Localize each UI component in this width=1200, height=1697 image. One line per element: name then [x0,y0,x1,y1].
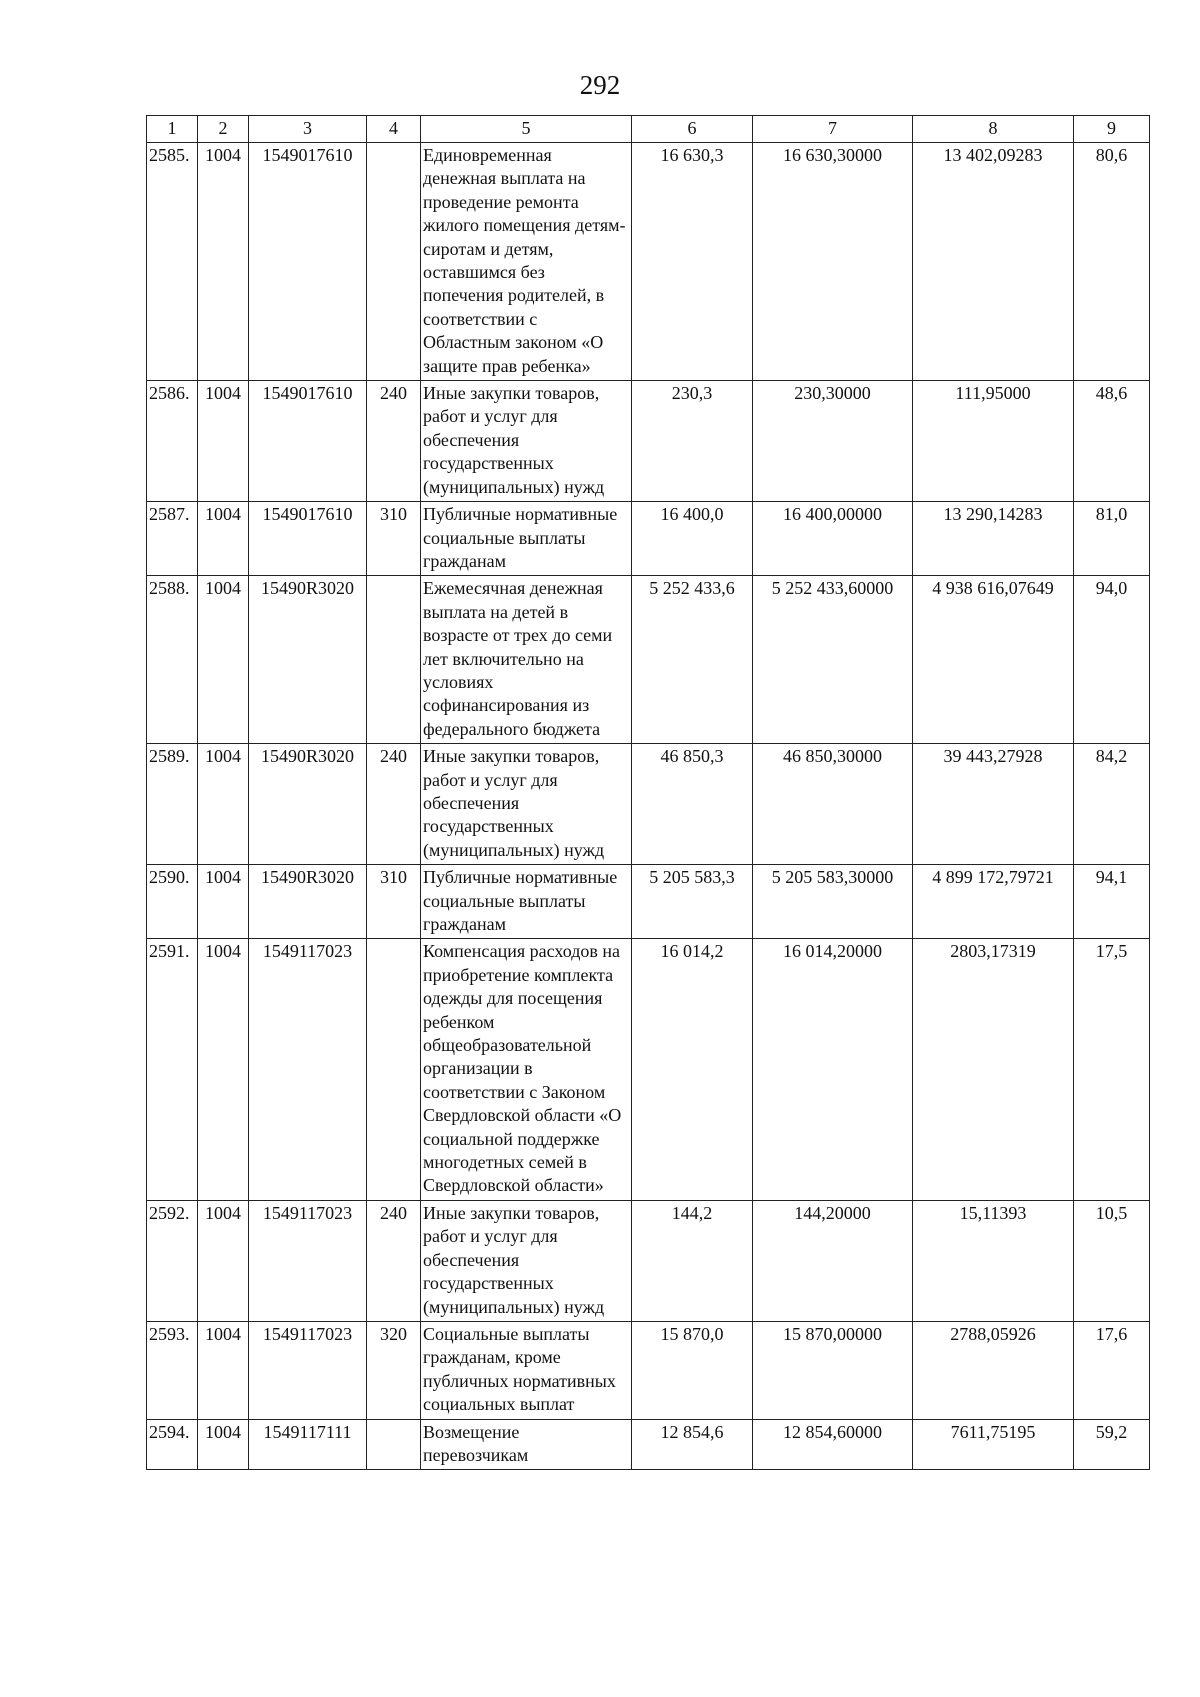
section-code: 1004 [198,143,249,381]
expense-type-code [367,143,421,381]
section-code: 1004 [198,502,249,576]
table-row [147,1419,1150,1470]
approved-amount: 15 870,00000 [753,1321,913,1419]
table-row [147,865,1150,939]
approved-amount: 16 014,20000 [753,939,913,1200]
section-code: 1004 [198,381,249,502]
executed-amount: 2803,17319 [913,939,1074,1200]
target-article-code: 1549117023 [249,1321,367,1419]
table-row [147,576,1150,744]
approved-amount: 16 400,00000 [753,502,913,576]
table-row [147,143,1150,381]
plan-amount: 12 854,6 [632,1419,753,1470]
plan-amount: 5 205 583,3 [632,865,753,939]
column-header: 9 [1074,116,1150,143]
plan-amount: 230,3 [632,381,753,502]
column-header: 6 [632,116,753,143]
column-header: 7 [753,116,913,143]
section-code: 1004 [198,744,249,865]
table-row [147,502,1150,576]
target-article-code: 15490R3020 [249,576,367,744]
plan-amount: 15 870,0 [632,1321,753,1419]
execution-percent: 94,0 [1074,576,1150,744]
table-row [147,939,1150,1200]
executed-amount: 2788,05926 [913,1321,1074,1419]
item-name: Возмещение перевозчикам [421,1419,632,1470]
target-article-code: 1549017610 [249,143,367,381]
item-name: Иные закупки товаров, работ и услуг для обеспечения государственных (муниципальных) нужд [421,744,632,865]
page-number: 292 [579,70,621,100]
approved-amount: 144,20000 [753,1200,913,1321]
row-number: 2590. [147,865,198,939]
item-name: Ежемесячная денежная выплата на детей в возрасте от трех до семи лет включительно на условиях софинансирования из федерального бюджета [421,576,632,744]
approved-amount: 12 854,60000 [753,1419,913,1470]
execution-percent: 94,1 [1074,865,1150,939]
target-article-code: 15490R3020 [249,865,367,939]
executed-amount: 13 402,09283 [913,143,1074,381]
expense-type-code: 240 [367,1200,421,1321]
row-number: 2588. [147,576,198,744]
expense-type-code [367,939,421,1200]
item-name: Иные закупки товаров, работ и услуг для обеспечения государственных (муниципальных) нужд [421,381,632,502]
target-article-code: 1549017610 [249,381,367,502]
column-header: 4 [367,116,421,143]
row-number: 2589. [147,744,198,865]
row-number: 2591. [147,939,198,1200]
row-number: 2594. [147,1419,198,1470]
approved-amount: 5 205 583,30000 [753,865,913,939]
column-header: 8 [913,116,1074,143]
approved-amount: 5 252 433,60000 [753,576,913,744]
section-code: 1004 [198,939,249,1200]
row-number: 2586. [147,381,198,502]
target-article-code: 1549117023 [249,939,367,1200]
header-row [147,116,1150,143]
section-code: 1004 [198,1321,249,1419]
plan-amount: 144,2 [632,1200,753,1321]
target-article-code: 15490R3020 [249,744,367,865]
section-code: 1004 [198,865,249,939]
execution-percent: 80,6 [1074,143,1150,381]
plan-amount: 16 014,2 [632,939,753,1200]
plan-amount: 46 850,3 [632,744,753,865]
table-row [147,1321,1150,1419]
plan-amount: 5 252 433,6 [632,576,753,744]
column-header: 5 [421,116,632,143]
target-article-code: 1549117023 [249,1200,367,1321]
section-code: 1004 [198,1419,249,1470]
expense-type-code: 310 [367,865,421,939]
item-name: Публичные нормативные социальные выплаты гражданам [421,502,632,576]
executed-amount: 13 290,14283 [913,502,1074,576]
expense-type-code: 240 [367,381,421,502]
expense-type-code: 320 [367,1321,421,1419]
row-number: 2587. [147,502,198,576]
budget-table [146,115,1150,1470]
row-number: 2585. [147,143,198,381]
executed-amount: 4 899 172,79721 [913,865,1074,939]
execution-percent: 17,5 [1074,939,1150,1200]
executed-amount: 39 443,27928 [913,744,1074,865]
execution-percent: 59,2 [1074,1419,1150,1470]
executed-amount: 15,11393 [913,1200,1074,1321]
expense-type-code: 310 [367,502,421,576]
expense-type-code [367,576,421,744]
column-header: 1 [147,116,198,143]
plan-amount: 16 630,3 [632,143,753,381]
table-row [147,381,1150,502]
executed-amount: 111,95000 [913,381,1074,502]
column-header: 3 [249,116,367,143]
row-number: 2593. [147,1321,198,1419]
row-number: 2592. [147,1200,198,1321]
item-name: Иные закупки товаров, работ и услуг для обеспечения государственных (муниципальных) нужд [421,1200,632,1321]
execution-percent: 10,5 [1074,1200,1150,1321]
table-row [147,744,1150,865]
expense-type-code: 240 [367,744,421,865]
executed-amount: 4 938 616,07649 [913,576,1074,744]
item-name: Компенсация расходов на приобретение комплекта одежды для посещения ребенком общеобразовательной организации в соответствии с Законом Свердловской области «О социальной поддержке многодетных семей в Свердловской области» [421,939,632,1200]
approved-amount: 46 850,30000 [753,744,913,865]
table-row [147,1200,1150,1321]
execution-percent: 84,2 [1074,744,1150,865]
section-code: 1004 [198,1200,249,1321]
execution-percent: 48,6 [1074,381,1150,502]
approved-amount: 230,30000 [753,381,913,502]
item-name: Публичные нормативные социальные выплаты гражданам [421,865,632,939]
target-article-code: 1549017610 [249,502,367,576]
execution-percent: 17,6 [1074,1321,1150,1419]
executed-amount: 7611,75195 [913,1419,1074,1470]
column-header: 2 [198,116,249,143]
expense-type-code [367,1419,421,1470]
execution-percent: 81,0 [1074,502,1150,576]
target-article-code: 1549117111 [249,1419,367,1470]
item-name: Социальные выплаты гражданам, кроме публичных нормативных социальных выплат [421,1321,632,1419]
item-name: Единовременная денежная выплата на проведение ремонта жилого помещения детям-сиротам и детям, оставшимся без попечения родителей, в соответствии с Областным законом «О защите прав ребенка» [421,143,632,381]
approved-amount: 16 630,30000 [753,143,913,381]
plan-amount: 16 400,0 [632,502,753,576]
section-code: 1004 [198,576,249,744]
